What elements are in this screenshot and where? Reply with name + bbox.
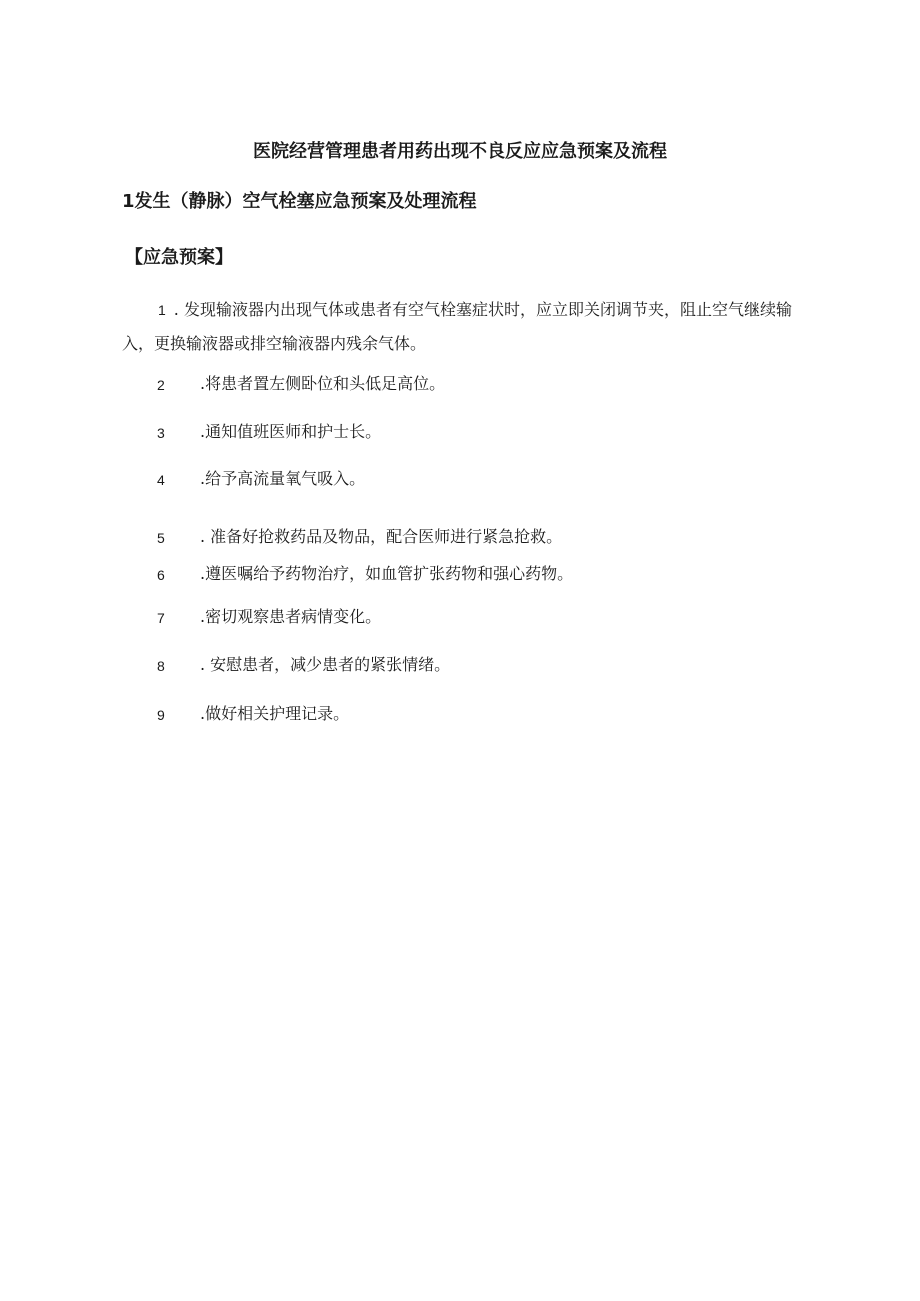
step-number: 2 (157, 377, 165, 393)
step-1 (122, 293, 812, 360)
step-number: 4 (157, 472, 165, 488)
step-number: 5 (157, 530, 165, 546)
step-number: 9 (157, 707, 165, 723)
document-title: 医院经营管理患者用药出现不良反应应急预案及流程 (253, 141, 667, 162)
step-text: .将患者置左侧卧位和头低足高位。 (200, 374, 446, 393)
step-number: 8 (157, 658, 165, 674)
step-text: . 准备好抢救药品及物品，配合医师进行紧急抢救。 (200, 527, 563, 546)
step-text: . 安慰患者，减少患者的紧张情绪。 (200, 655, 451, 674)
step-number: 7 (157, 610, 165, 626)
step-number: 6 (157, 567, 165, 583)
section-heading: 1发生（静脉）空气栓塞应急预案及处理流程 (122, 191, 477, 212)
step-text: . 发现输液器内出现气体或患者有空气栓塞症状时，应立即关闭调节夹，阻止空气继续输入，更换输液器或排空输液器内残余气体。 (122, 300, 792, 353)
step-number: 3 (157, 425, 165, 441)
step-text: .通知值班医师和护士长。 (200, 422, 382, 441)
step-text: .做好相关护理记录。 (200, 704, 350, 723)
step-text: .给予高流量氧气吸入。 (200, 469, 366, 488)
plan-heading: 【应急预案】 (125, 247, 233, 268)
step-text: .遵医嘱给予药物治疗，如血管扩张药物和强心药物。 (200, 564, 574, 583)
step-number: 1 (158, 302, 166, 318)
step-text: .密切观察患者病情变化。 (200, 607, 382, 626)
